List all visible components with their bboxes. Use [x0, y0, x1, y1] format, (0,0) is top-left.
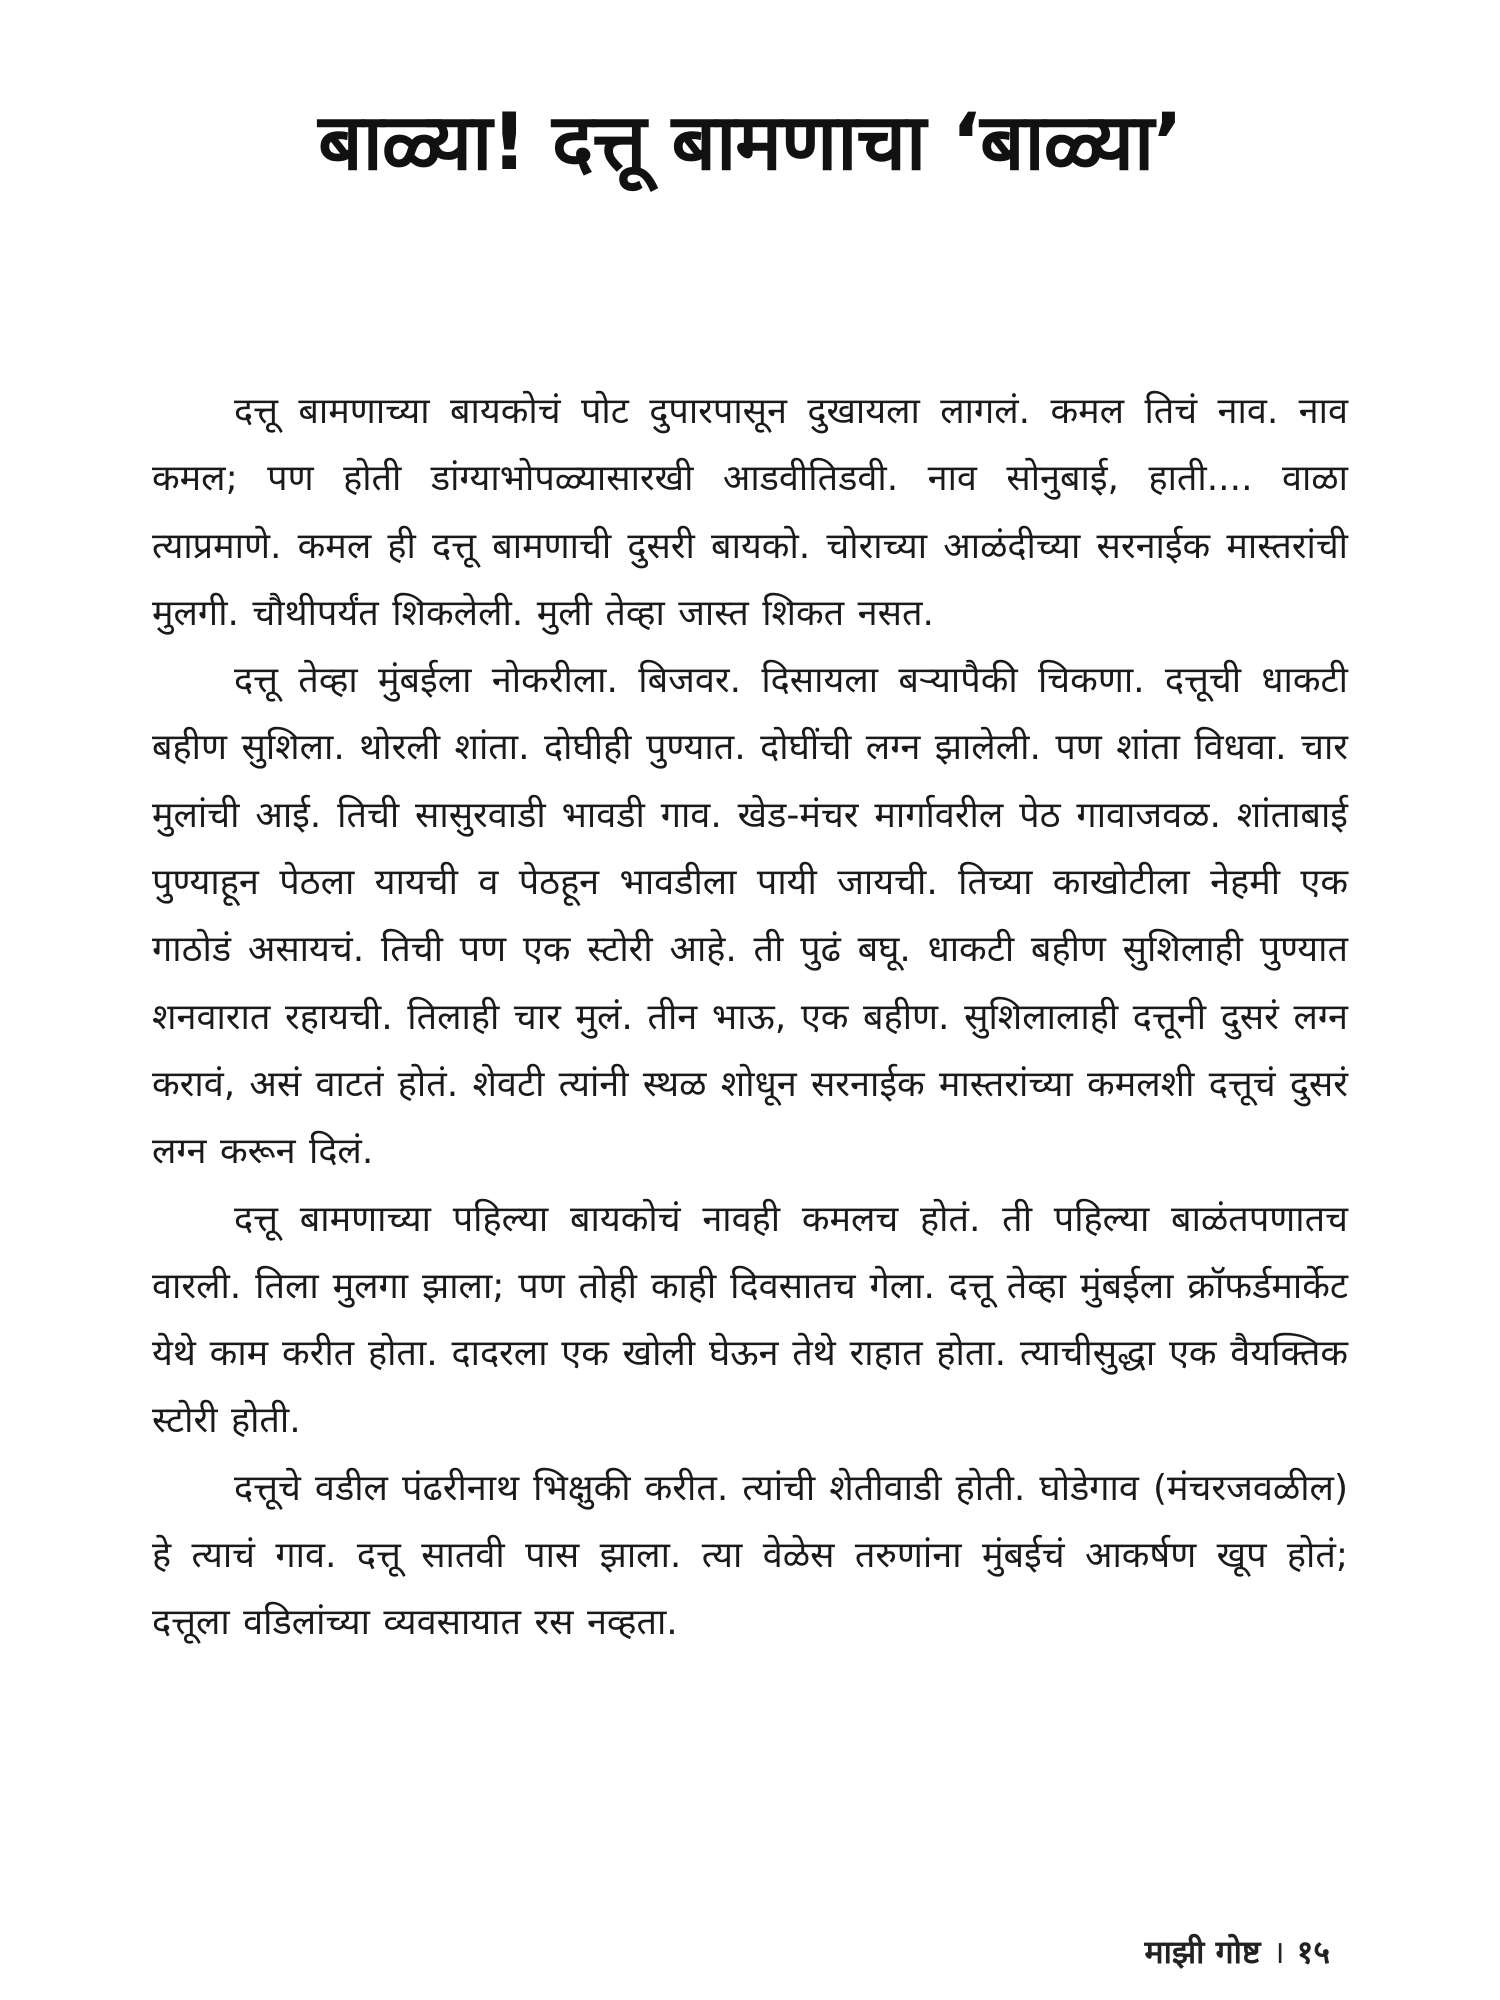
paragraph-4: दत्तूचे वडील पंढरीनाथ भिक्षुकी करीत. त्यांची शेतीवाडी होती. घोडेगाव (मंचरजवळील) हे त्याचं गाव. दत्तू सातवी पास झाला. त्या वेळेस तरुणांना मुंबईचं आकर्षण खूप होतं; दत्तूला वडिलांच्या व्यवसायात रस नव्हता.	[152, 1467, 1348, 1644]
paragraph-3: दत्तू बामणाच्या पहिल्या बायकोचं नावही कमलच होतं. ती पहिल्या बाळंतपणातच वारली. तिला मुलगा झाला; पण तोही काही दिवसातच गेला. दत्तू तेव्हा मुंबईला क्रॉफर्डमार्केट येथे काम करीत होता. दादरला एक खोली घेऊन तेथे राहात होता. त्याचीसुद्धा एक वैयक्तिक स्टोरी होती.	[152, 1198, 1348, 1442]
page-number: १५	[1296, 1933, 1330, 1971]
paragraph-1: दत्तू बामणाच्या बायकोचं पोट दुपारपासून दुखायला लागलं. कमल तिचं नाव. नाव कमल; पण होती डांग्याभोपळ्यासारखी आडवीतिडवी. नाव सोनुबाई, हाती.... वाळा त्याप्रमाणे. कमल ही दत्तू बामणाची दुसरी बायको. चोराच्या आळंदीच्या सरनाईक मास्तरांची मुलगी. चौथीपर्यंत शिकलेली. मुली तेव्हा जास्त शिकत नसत.	[152, 391, 1348, 634]
running-book-title: माझी गोष्ट	[1144, 1933, 1261, 1971]
paragraph-2: दत्तू तेव्हा मुंबईला नोकरीला. बिजवर. दिसायला बऱ्यापैकी चिकणा. दत्तूची धाकटी बहीण सुशिला. थोरली शांता. दोघीही पुण्यात. दोघींची लग्न झालेली. पण शांता विधवा. चार मुलांची आई. तिची सासुरवाडी भावडी गाव. खेड-मंचर मार्गावरील पेठ गावाजवळ. शांताबाई पुण्याहून पेठला यायची व पेठहून भावडीला पायी जायची. तिच्या काखोटीला नेहमी एक गाठोडं असायचं. तिची पण एक स्टोरी आहे. ती पुढं बघू. धाकटी बहीण सुशिलाही पुण्यात शनवारात रहायची. तिलाही चार मुलं. तीन भाऊ, एक बहीण. सुशिलालाही दत्तूनी दुसरं लग्न करावं, असं वाटतं होतं. शेवटी त्यांनी स्थळ शोधून सरनाईक मास्तरांच्या कमलशी दत्तूचं दुसरं लग्न करून दिलं.	[152, 660, 1348, 1173]
page-footer	[1145, 1932, 1330, 1972]
chapter-body	[152, 378, 1348, 1657]
chapter-title: बाळ्या! दत्तू बामणाचा ‘बाळ्या’	[318, 98, 1182, 188]
footer-separator: ।	[1272, 1933, 1285, 1971]
